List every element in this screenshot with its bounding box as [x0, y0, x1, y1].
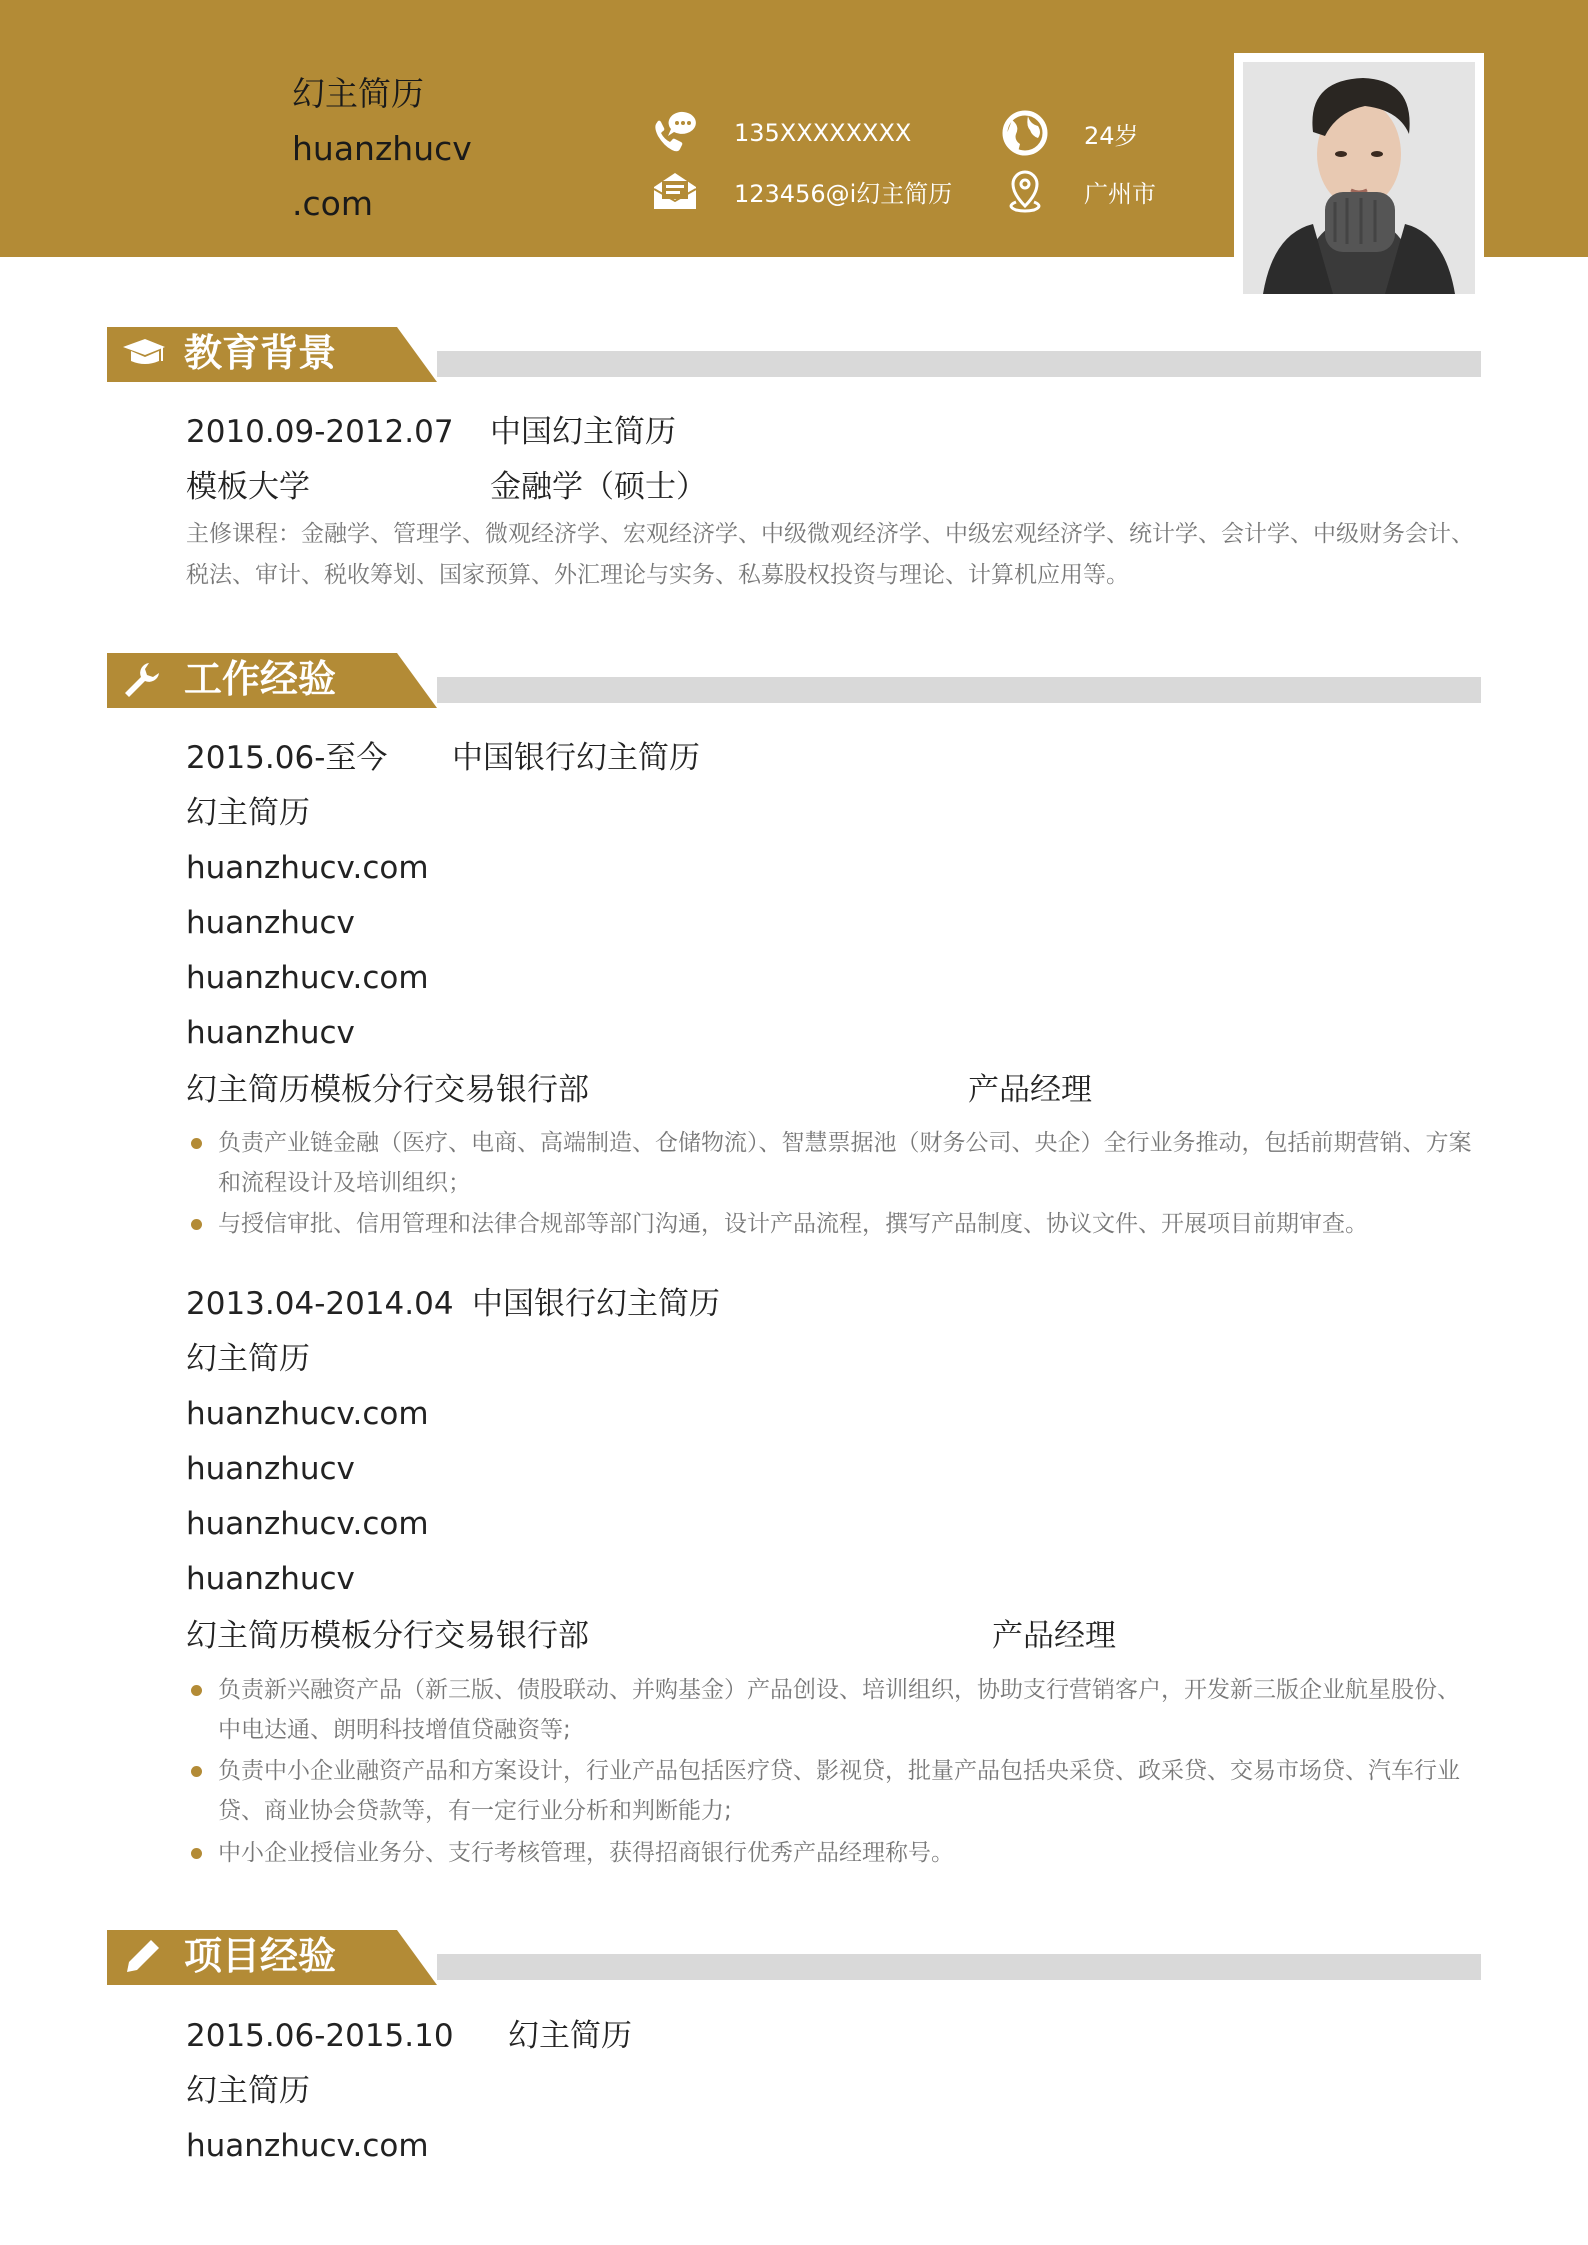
- contact-phone: [650, 110, 911, 156]
- avatar: [1243, 62, 1475, 294]
- job-2-dept: 幻主简历模板分行交易银行部: [186, 1618, 589, 1654]
- bullet-text: 中小企业授信业务分、支行考核管理，获得招商银行优秀产品经理称号。: [218, 1840, 954, 1866]
- city-value: 广州市: [1084, 179, 1156, 208]
- age-value: 24岁: [1084, 121, 1139, 150]
- age-globe-icon: [1000, 110, 1050, 156]
- bullet-text: 负责新兴融资产品（新三版、债股联动、并购基金）产品创设、培训组织，协助支行营销客户，开发新三版企业航星股份、中电达通、朗明科技增值贷融资等;: [218, 1677, 1460, 1743]
- job-2-date: 2013.04-2014.04: [186, 1286, 454, 1322]
- job-1-dept: 幻主简历模板分行交易银行部: [186, 1072, 589, 1108]
- job-2-line-5: huanzhucv: [186, 1561, 355, 1597]
- job-1-line-2: huanzhucv.com: [186, 850, 429, 886]
- list-item: [186, 1751, 1476, 1831]
- project-name: 幻主简历: [508, 2018, 632, 2054]
- job-1-date: 2015.06-至今: [186, 740, 388, 776]
- education-major: 金融学（硕士）: [490, 469, 707, 505]
- bullet-text: 负责中小企业融资产品和方案设计，行业产品包括医疗贷、影视贷，批量产品包括央采贷、政采贷、交易市场贷、汽车行业贷、商业协会贷款等，有一定行业分析和判断能力;: [218, 1758, 1460, 1824]
- job-1-line-5: huanzhucv: [186, 1015, 355, 1051]
- project-line-2: huanzhucv.com: [186, 2128, 429, 2164]
- education-section-header: [107, 327, 1481, 382]
- bullet-text: 负责产业链金融（医疗、电商、高端制造、仓储物流）、智慧票据池（财务公司、央企）全行业务推动，包括前期营销、方案和流程设计及培训组织；: [218, 1130, 1472, 1196]
- phone-value: 135XXXXXXXX: [734, 119, 912, 147]
- job-2-company: 中国银行幻主简历: [472, 1286, 720, 1322]
- phone-chat-icon: [650, 110, 700, 156]
- project-section-header: [107, 1930, 1481, 1985]
- list-item: [186, 1204, 1476, 1244]
- bullet-dot: [191, 1848, 202, 1859]
- name-line-3: .com: [292, 184, 373, 223]
- bullet-text: 与授信审批、信用管理和法律合规部等部门沟通，设计产品流程，撰写产品制度、协议文件、开展项目前期审查。: [218, 1211, 1368, 1237]
- job-1-line-3: huanzhucv: [186, 905, 355, 941]
- job-2-line-4: huanzhucv.com: [186, 1506, 429, 1542]
- section-title: 项目经验: [184, 1934, 337, 1978]
- email-icon: [650, 168, 700, 214]
- list-item: [186, 1123, 1476, 1203]
- job-1-line-1: 幻主简历: [186, 795, 310, 831]
- email-value: 123456@i幻主简历: [734, 179, 953, 208]
- job-1-company: 中国银行幻主简历: [452, 740, 700, 776]
- bullet-dot: [191, 1685, 202, 1696]
- contact-city: [1000, 168, 1156, 214]
- job-2-role: 产品经理: [992, 1618, 1116, 1654]
- graduation-cap-icon: [121, 333, 167, 373]
- list-item: [186, 1833, 1476, 1873]
- work-section-header: [107, 653, 1481, 708]
- pencil-icon: [121, 1936, 167, 1976]
- bullet-dot: [191, 1138, 202, 1149]
- section-divider: [437, 1954, 1481, 1980]
- section-divider: [437, 351, 1481, 377]
- bullet-dot: [191, 1766, 202, 1777]
- section-divider: [437, 677, 1481, 703]
- section-title: 教育背景: [184, 331, 337, 375]
- project-line-1: 幻主简历: [186, 2073, 310, 2109]
- section-title: 工作经验: [184, 657, 337, 701]
- name-line-2: huanzhucv: [292, 129, 472, 168]
- job-1-line-4: huanzhucv.com: [186, 960, 429, 996]
- wrench-icon: [121, 659, 167, 699]
- education-school-name: 中国幻主简历: [490, 414, 676, 450]
- education-school: 模板大学: [186, 469, 310, 505]
- contact-email: [650, 168, 952, 214]
- job-2-line-1: 幻主简历: [186, 1341, 310, 1377]
- education-courses: 主修课程：金融学、管理学、微观经济学、宏观经济学、中级微观经济学、中级宏观经济学、统计学、会计学、中级财务会计、税法、审计、税收筹划、国家预算、外汇理论与实务、私募股权投资与理论、计算机应用等。: [186, 521, 1474, 588]
- education-date: 2010.09-2012.07: [186, 414, 454, 450]
- job-2-line-3: huanzhucv: [186, 1451, 355, 1487]
- bullet-dot: [191, 1219, 202, 1230]
- job-1-role: 产品经理: [968, 1072, 1092, 1108]
- job-2-line-2: huanzhucv.com: [186, 1396, 429, 1432]
- location-pin-icon: [1000, 168, 1050, 214]
- profile-photo: [1234, 53, 1484, 303]
- name-line-1: 幻主简历: [292, 74, 424, 113]
- list-item: [186, 1670, 1476, 1750]
- resume-name: [292, 66, 472, 231]
- contact-age: [1000, 110, 1139, 156]
- project-date: 2015.06-2015.10: [186, 2018, 454, 2054]
